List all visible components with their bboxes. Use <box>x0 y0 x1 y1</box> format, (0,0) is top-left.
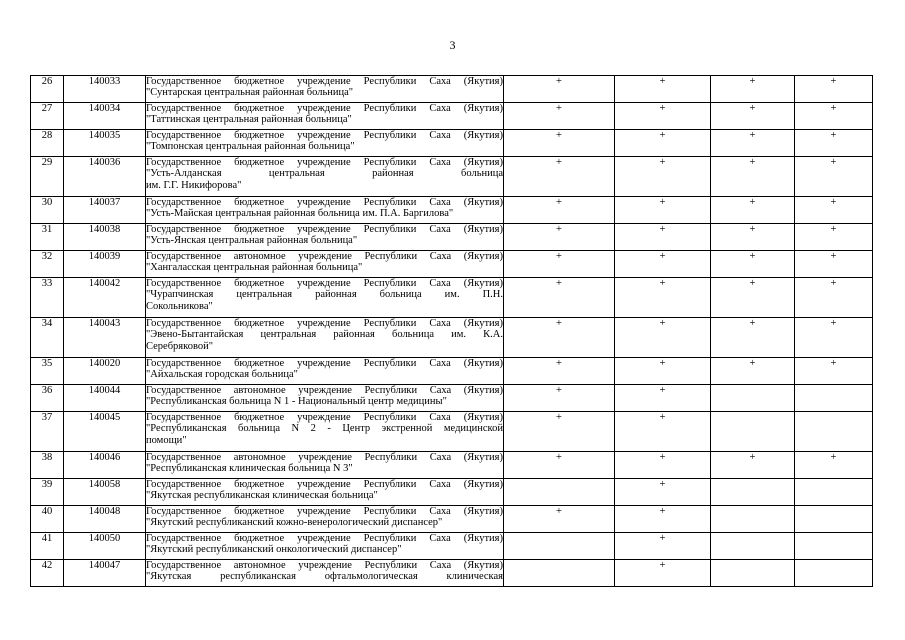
organization-code: 140046 <box>64 452 146 479</box>
organization-name-line: Государственное бюджетное учреждение Республики Саха (Якутия) <box>146 412 503 423</box>
mark-cell-3: + <box>711 76 795 103</box>
table-row <box>31 385 873 412</box>
row-number: 27 <box>31 103 64 130</box>
mark-cell-4: + <box>795 103 873 130</box>
organization-name-line: "Сунтарская центральная районная больница" <box>146 87 354 99</box>
mark-cell-4 <box>795 385 873 412</box>
mark-cell-3 <box>711 479 795 506</box>
organization-name <box>146 251 504 278</box>
mark-cell-2: + <box>615 358 711 385</box>
organization-code: 140050 <box>64 533 146 560</box>
organization-name-line: "Республиканская больница N 1 - Национальный центр медицины" <box>146 396 447 408</box>
mark-cell-1: + <box>504 157 615 197</box>
organization-name-line: Сокольникова" <box>146 300 213 312</box>
row-number: 29 <box>31 157 64 197</box>
organization-name-line: им. Г.Г. Никифорова" <box>146 179 242 191</box>
mark-cell-3: + <box>711 452 795 479</box>
mark-cell-2: + <box>615 412 711 452</box>
organization-code: 140037 <box>64 197 146 224</box>
organization-code: 140043 <box>64 318 146 358</box>
organization-code: 140042 <box>64 278 146 318</box>
row-number: 32 <box>31 251 64 278</box>
organization-name-line: "Якутский республиканский кожно-венерологический диспансер" <box>146 517 443 529</box>
mark-cell-3: + <box>711 103 795 130</box>
mark-cell-1: + <box>504 318 615 358</box>
row-number: 35 <box>31 358 64 385</box>
mark-cell-3: + <box>711 130 795 157</box>
mark-cell-2: + <box>615 197 711 224</box>
mark-cell-3 <box>711 560 795 587</box>
table-row <box>31 358 873 385</box>
mark-cell-4: + <box>795 452 873 479</box>
organization-code: 140036 <box>64 157 146 197</box>
row-number: 37 <box>31 412 64 452</box>
organization-name-line: Государственное бюджетное учреждение Республики Саха (Якутия) <box>146 318 503 329</box>
table-row <box>31 251 873 278</box>
mark-cell-3: + <box>711 358 795 385</box>
organization-code: 140038 <box>64 224 146 251</box>
mark-cell-2: + <box>615 278 711 318</box>
mark-cell-4: + <box>795 157 873 197</box>
organization-name-line: "Айхальская городская больница" <box>146 369 298 381</box>
organization-name <box>146 560 504 587</box>
mark-cell-2: + <box>615 318 711 358</box>
mark-cell-1: + <box>504 412 615 452</box>
organization-code: 140035 <box>64 130 146 157</box>
row-number: 36 <box>31 385 64 412</box>
organization-name <box>146 479 504 506</box>
mark-cell-1: + <box>504 130 615 157</box>
organization-name-line: Государственное бюджетное учреждение Республики Саха (Якутия) <box>146 278 503 289</box>
organization-name-line: "Якутская республиканская офтальмологическая клиническая <box>146 571 503 583</box>
organization-name-line: Государственное автономное учреждение Республики Саха (Якутия) <box>146 251 503 262</box>
mark-cell-1: + <box>504 452 615 479</box>
mark-cell-4 <box>795 506 873 533</box>
organization-name-line: "Чурапчинская центральная районная больница им. П.Н. <box>146 289 503 301</box>
organization-name-line: Государственное бюджетное учреждение Республики Саха (Якутия) <box>146 533 503 544</box>
organization-name <box>146 533 504 560</box>
mark-cell-4 <box>795 560 873 587</box>
mark-cell-3: + <box>711 278 795 318</box>
mark-cell-3 <box>711 506 795 533</box>
mark-cell-2: + <box>615 103 711 130</box>
organization-name-line: "Усть-Янская центральная районная больница" <box>146 235 358 247</box>
mark-cell-4: + <box>795 318 873 358</box>
organization-name-line: "Томпонская центральная районная больница" <box>146 141 355 153</box>
mark-cell-1: + <box>504 224 615 251</box>
mark-cell-4: + <box>795 251 873 278</box>
organization-name-line: помощи" <box>146 434 187 446</box>
mark-cell-2: + <box>615 157 711 197</box>
row-number: 39 <box>31 479 64 506</box>
mark-cell-1: + <box>504 251 615 278</box>
row-number: 40 <box>31 506 64 533</box>
mark-cell-2: + <box>615 560 711 587</box>
table-row <box>31 479 873 506</box>
organization-code: 140045 <box>64 412 146 452</box>
organization-name-line: "Республиканская клиническая больница N 3" <box>146 463 353 475</box>
organization-name-line: "Хангаласская центральная районная больница" <box>146 262 363 274</box>
organization-name-line: "Усть-Алданская центральная районная больница <box>146 168 503 180</box>
organization-name <box>146 358 504 385</box>
organization-name-line: Государственное бюджетное учреждение Республики Саха (Якутия) <box>146 157 503 168</box>
row-number: 26 <box>31 76 64 103</box>
mark-cell-1: + <box>504 385 615 412</box>
table-row <box>31 157 873 197</box>
organization-name-line: Государственное бюджетное учреждение Республики Саха (Якутия) <box>146 506 503 517</box>
table-row <box>31 506 873 533</box>
organization-name-line: "Таттинская центральная районная больница" <box>146 114 352 126</box>
row-number: 41 <box>31 533 64 560</box>
mark-cell-2: + <box>615 479 711 506</box>
row-number: 34 <box>31 318 64 358</box>
organization-code: 140047 <box>64 560 146 587</box>
organization-name-line: Государственное бюджетное учреждение Республики Саха (Якутия) <box>146 130 503 141</box>
organization-name-line: Государственное бюджетное учреждение Республики Саха (Якутия) <box>146 197 503 208</box>
organization-name-line: Государственное автономное учреждение Республики Саха (Якутия) <box>146 560 503 571</box>
mark-cell-4 <box>795 479 873 506</box>
mark-cell-1: + <box>504 506 615 533</box>
mark-cell-3: + <box>711 318 795 358</box>
organization-name-line: Государственное автономное учреждение Республики Саха (Якутия) <box>146 385 503 396</box>
mark-cell-2: + <box>615 452 711 479</box>
organization-name <box>146 318 504 358</box>
mark-cell-3 <box>711 533 795 560</box>
mark-cell-2: + <box>615 76 711 103</box>
organization-name-line: Государственное бюджетное учреждение Республики Саха (Якутия) <box>146 358 503 369</box>
organization-name <box>146 103 504 130</box>
organization-code: 140033 <box>64 76 146 103</box>
row-number: 42 <box>31 560 64 587</box>
organization-name-line: "Якутская республиканская клиническая больница" <box>146 490 378 502</box>
mark-cell-1 <box>504 533 615 560</box>
organization-name <box>146 197 504 224</box>
organization-name <box>146 506 504 533</box>
organization-name <box>146 224 504 251</box>
organization-name <box>146 412 504 452</box>
organization-name <box>146 76 504 103</box>
mark-cell-3 <box>711 385 795 412</box>
organization-code: 140039 <box>64 251 146 278</box>
organization-name-line: Государственное бюджетное учреждение Республики Саха (Якутия) <box>146 224 503 235</box>
organization-name-line: "Республиканская больница N 2 - Центр экстренной медицинской <box>146 423 503 435</box>
organization-code: 140048 <box>64 506 146 533</box>
mark-cell-4 <box>795 412 873 452</box>
organization-code: 140020 <box>64 358 146 385</box>
row-number: 28 <box>31 130 64 157</box>
page-number: 3 <box>449 38 456 52</box>
mark-cell-1: + <box>504 197 615 224</box>
organization-name <box>146 157 504 197</box>
mark-cell-4: + <box>795 130 873 157</box>
mark-cell-4: + <box>795 224 873 251</box>
mark-cell-4: + <box>795 197 873 224</box>
organization-code: 140044 <box>64 385 146 412</box>
mark-cell-2: + <box>615 224 711 251</box>
medical-organizations-table <box>30 75 873 587</box>
mark-cell-2: + <box>615 251 711 278</box>
row-number: 38 <box>31 452 64 479</box>
mark-cell-1 <box>504 560 615 587</box>
mark-cell-4: + <box>795 278 873 318</box>
mark-cell-3: + <box>711 251 795 278</box>
mark-cell-4: + <box>795 358 873 385</box>
table-row <box>31 103 873 130</box>
mark-cell-1: + <box>504 76 615 103</box>
table-row <box>31 560 873 587</box>
row-number: 30 <box>31 197 64 224</box>
table-row <box>31 76 873 103</box>
mark-cell-1: + <box>504 103 615 130</box>
table-row <box>31 318 873 358</box>
organization-name-line: Серебряковой" <box>146 340 213 352</box>
organization-name-line: "Эвено-Бытантайская центральная районная больница им. К.А. <box>146 329 503 341</box>
organization-name-line: Государственное бюджетное учреждение Республики Саха (Якутия) <box>146 76 503 87</box>
table-row <box>31 224 873 251</box>
mark-cell-3: + <box>711 157 795 197</box>
organization-name <box>146 452 504 479</box>
mark-cell-3 <box>711 412 795 452</box>
organization-name-line: "Усть-Майская центральная районная больница им. П.А. Баргилова" <box>146 208 454 220</box>
mark-cell-2: + <box>615 533 711 560</box>
table-row <box>31 197 873 224</box>
organization-name <box>146 130 504 157</box>
mark-cell-2: + <box>615 130 711 157</box>
organization-name <box>146 278 504 318</box>
table-row <box>31 452 873 479</box>
mark-cell-3: + <box>711 197 795 224</box>
table-row <box>31 412 873 452</box>
row-number: 33 <box>31 278 64 318</box>
organization-name-line: Государственное бюджетное учреждение Республики Саха (Якутия) <box>146 103 503 114</box>
mark-cell-4: + <box>795 76 873 103</box>
organization-name-line: "Якутский республиканский онкологический диспансер" <box>146 544 402 556</box>
mark-cell-1: + <box>504 358 615 385</box>
mark-cell-3: + <box>711 224 795 251</box>
mark-cell-2: + <box>615 506 711 533</box>
organization-code: 140058 <box>64 479 146 506</box>
table-row <box>31 278 873 318</box>
organization-name-line: Государственное автономное учреждение Республики Саха (Якутия) <box>146 452 503 463</box>
mark-cell-1: + <box>504 278 615 318</box>
mark-cell-2: + <box>615 385 711 412</box>
table-row <box>31 130 873 157</box>
organization-name <box>146 385 504 412</box>
mark-cell-1 <box>504 479 615 506</box>
table-row <box>31 533 873 560</box>
row-number: 31 <box>31 224 64 251</box>
mark-cell-4 <box>795 533 873 560</box>
organization-code: 140034 <box>64 103 146 130</box>
organization-name-line: Государственное бюджетное учреждение Республики Саха (Якутия) <box>146 479 503 490</box>
